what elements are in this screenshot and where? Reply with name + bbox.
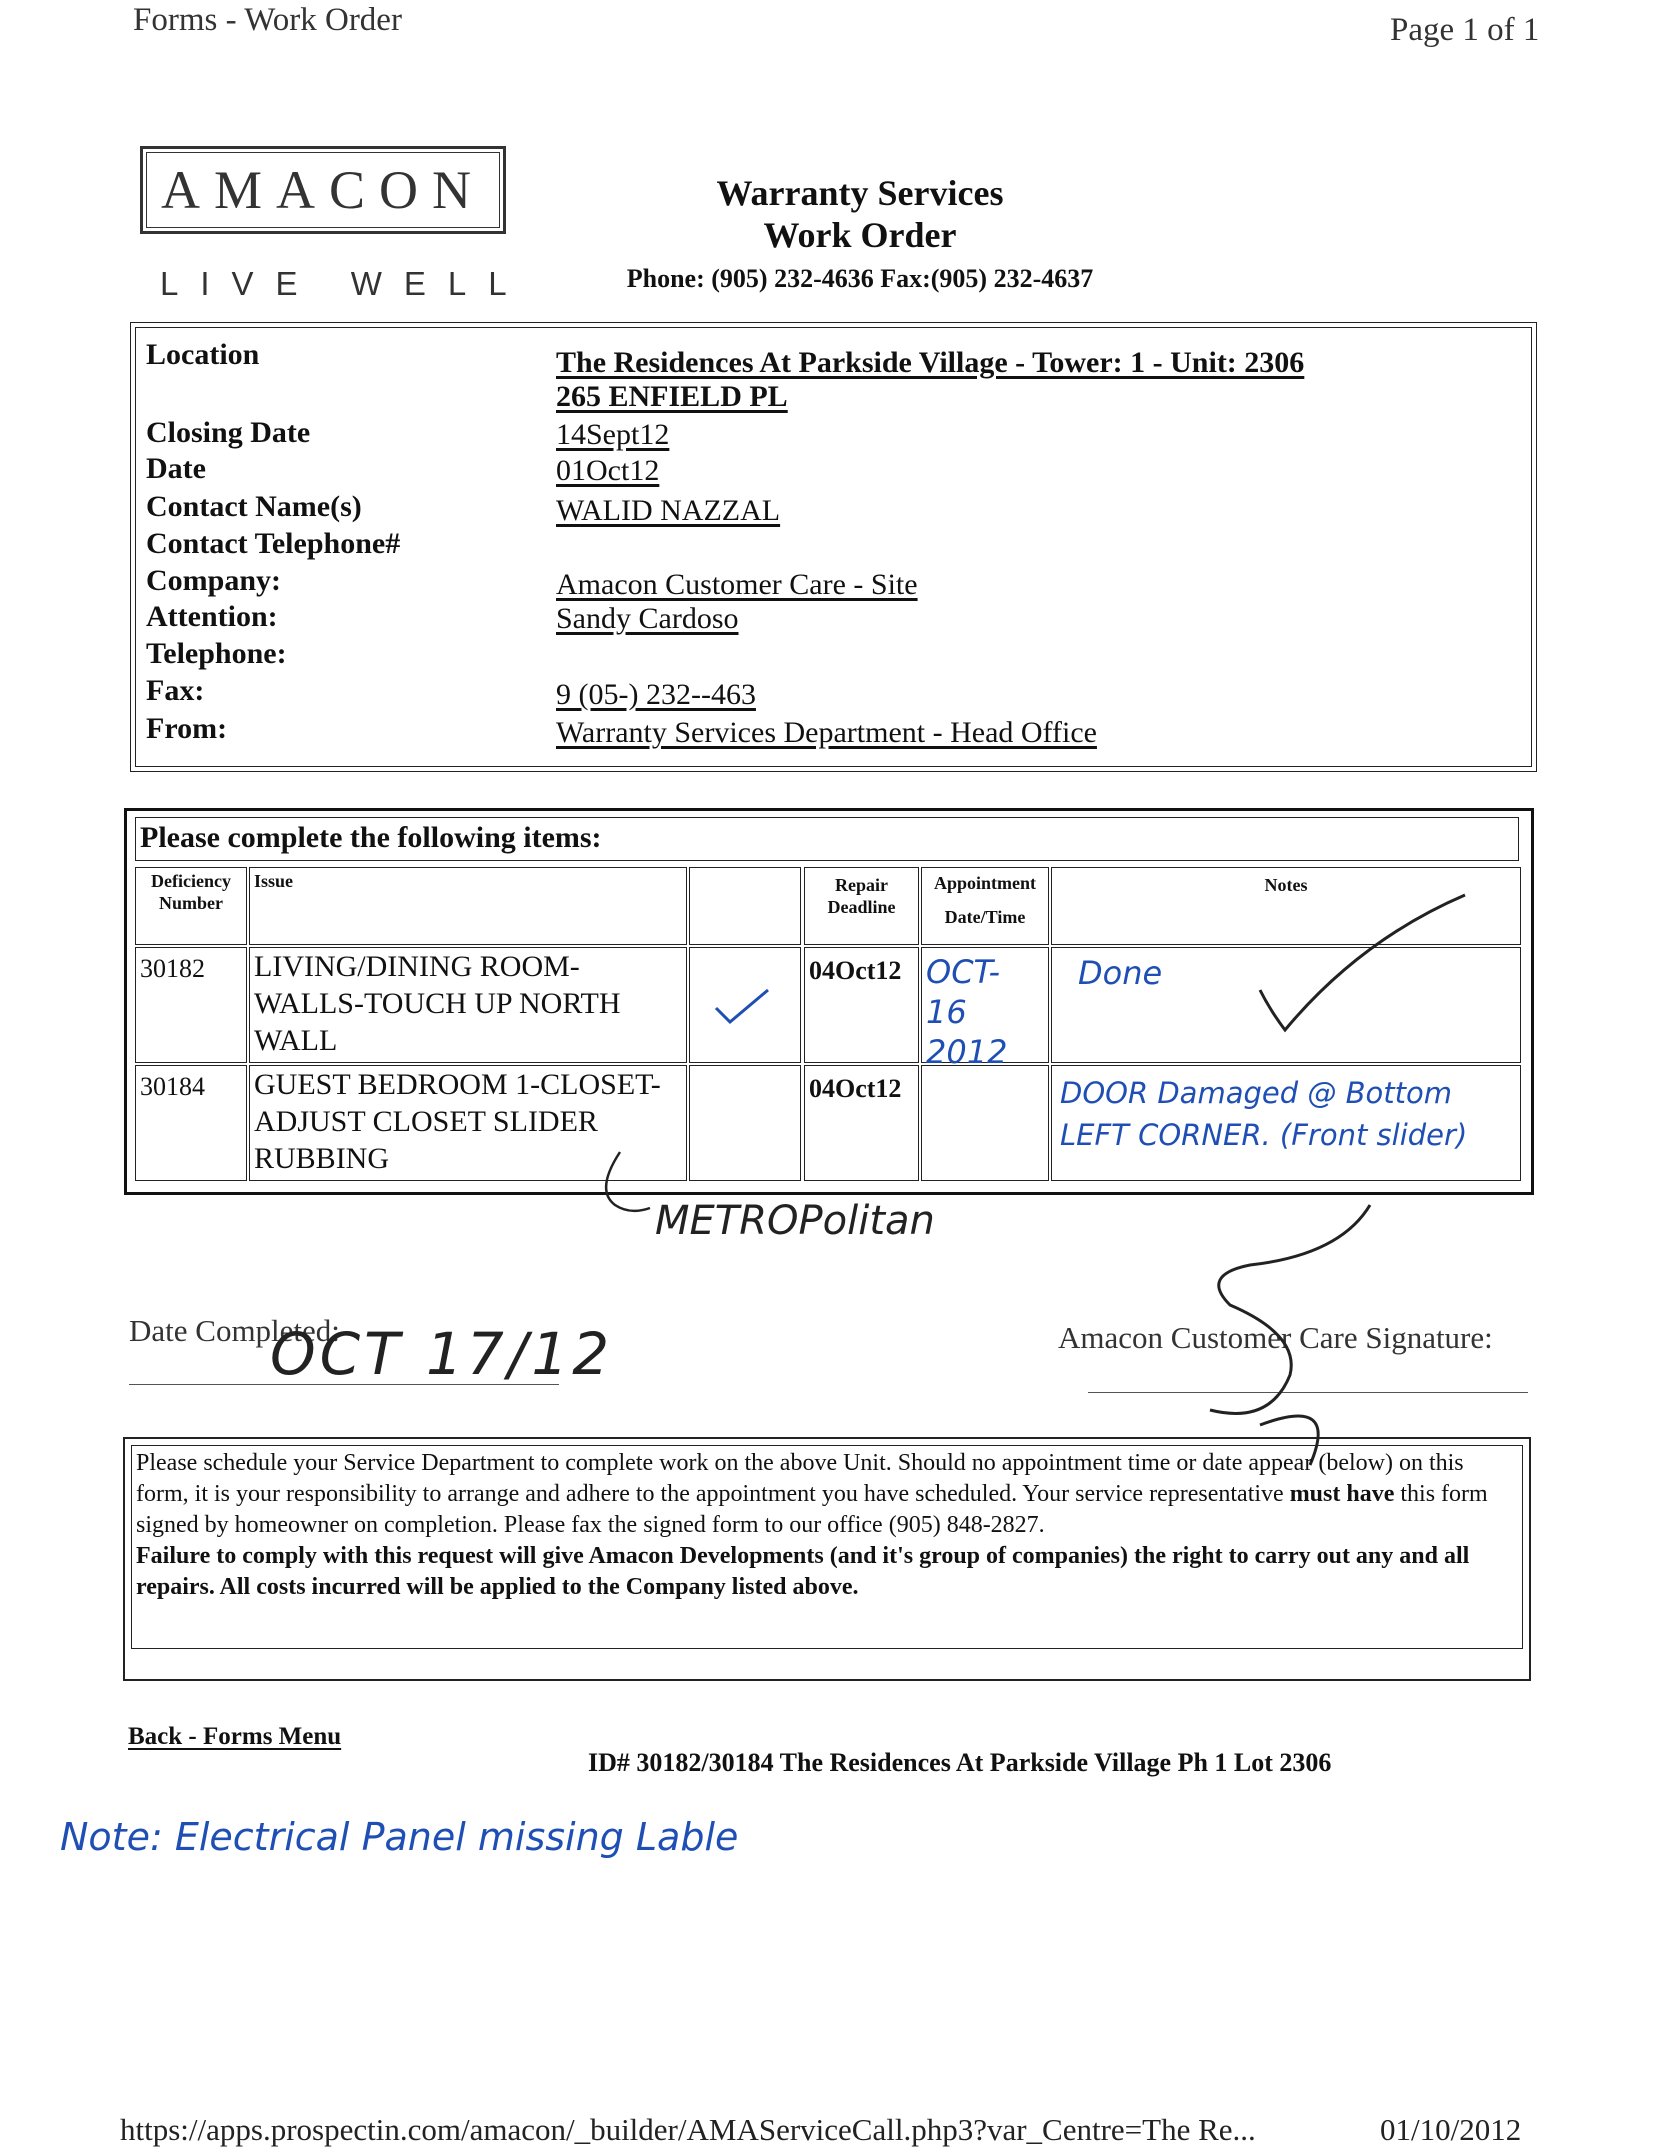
row-2-check bbox=[689, 1065, 801, 1181]
signature-scribble bbox=[1190, 1195, 1400, 1475]
address-value: 265 ENFIELD PL bbox=[556, 380, 788, 413]
contact-names-label: Contact Name(s) bbox=[146, 490, 362, 523]
page-number: Page 1 of 1 bbox=[1390, 12, 1540, 48]
date-completed-handwriting: OCT 17/12 bbox=[270, 1320, 614, 1388]
contact-telephone-label: Contact Telephone# bbox=[146, 527, 401, 560]
notice-text-2: this form signed by homeowner on completion. Please fax the signed form to our office (905) 848-2827. bbox=[136, 1481, 1488, 1538]
date-label: Date bbox=[146, 452, 206, 485]
notice-box bbox=[123, 1437, 1531, 1681]
row-1-appointment-handwriting: OCT-16 2012 bbox=[926, 953, 1008, 1071]
company-value: Amacon Customer Care - Site bbox=[556, 568, 918, 601]
contact-names-value: WALID NAZZAL bbox=[556, 494, 781, 527]
notice-text-1: Please schedule your Service Department to complete work on the above Unit. Should no appointment time or date appear (below) on this form, it is your responsibility to arrange and adhere to the appointment you have scheduled. Your service representative bbox=[136, 1450, 1464, 1507]
title-line-2: Work Order bbox=[763, 215, 957, 255]
row-1-deadline: 04Oct12 bbox=[804, 947, 919, 1063]
row-1-check bbox=[689, 947, 801, 1063]
column-header-repair-deadline: Repair Deadline bbox=[804, 867, 919, 945]
column-header-notes: Notes bbox=[1051, 867, 1521, 945]
title-block bbox=[520, 172, 1200, 294]
location-value: The Residences At Parkside Village - Tower: 1 - Unit: 2306 bbox=[556, 346, 1305, 379]
notice-warning: Failure to comply with this request will give Amacon Developments (and it's group of companies) the right to carry out any and all repairs. All costs incurred will be applied to the Company listed above. bbox=[136, 1543, 1470, 1600]
attention-label: Attention: bbox=[146, 600, 278, 633]
back-forms-menu-link[interactable]: Back - Forms Menu bbox=[128, 1723, 342, 1750]
attention-value: Sandy Cardoso bbox=[556, 602, 739, 635]
company-label: Company: bbox=[146, 564, 282, 597]
column-header-appointment: Appointment Date/Time bbox=[921, 867, 1049, 945]
location-label: Location bbox=[146, 338, 260, 371]
row-1-appointment bbox=[921, 947, 1049, 1071]
header-title: Forms - Work Order bbox=[133, 2, 402, 38]
row-2-deadline: 04Oct12 bbox=[804, 1065, 919, 1181]
column-header-issue: Issue bbox=[249, 867, 687, 945]
row-1-notes-handwriting: Done bbox=[1078, 954, 1163, 992]
info-box bbox=[130, 322, 1537, 772]
large-check-mark-icon bbox=[1240, 880, 1480, 1050]
fax-value: 9 (05-) 232--463 bbox=[556, 678, 756, 711]
handwritten-note: Note: Electrical Panel missing Lable bbox=[60, 1815, 739, 1859]
footer-url: https://apps.prospectin.com/amacon/_builder/AMAServiceCall.php3?var_Centre=The Re... bbox=[120, 2112, 1256, 2147]
telephone-label: Telephone: bbox=[146, 637, 287, 670]
title-line-1: Warranty Services bbox=[716, 173, 1004, 213]
column-header-deficiency: Deficiency Number bbox=[135, 867, 247, 945]
notice-must-have: must have bbox=[1289, 1481, 1395, 1507]
date-completed-label: Date Completed: bbox=[129, 1313, 340, 1348]
row-2-notes bbox=[1051, 1065, 1521, 1181]
closing-date-value: 14Sept12 bbox=[556, 418, 670, 451]
footer-date: 01/10/2012 bbox=[1380, 2112, 1522, 2147]
row-1-issue: LIVING/DINING ROOM-WALLS-TOUCH UP NORTH WALL bbox=[249, 947, 687, 1063]
row-1-number: 30182 bbox=[135, 947, 247, 1063]
from-value: Warranty Services Department - Head Office bbox=[556, 716, 1097, 749]
date-value: 01Oct12 bbox=[556, 454, 660, 487]
column-header-check bbox=[689, 867, 801, 945]
fax-label: Fax: bbox=[146, 674, 205, 707]
date-completed-line bbox=[129, 1384, 559, 1385]
amacon-logo bbox=[140, 146, 506, 234]
row-2-appointment bbox=[921, 1065, 1049, 1181]
from-label: From: bbox=[146, 712, 228, 745]
signature-label: Amacon Customer Care Signature: bbox=[1058, 1320, 1493, 1355]
phone-fax: Phone: (905) 232-4636 Fax:(905) 232-4637 bbox=[626, 264, 1094, 293]
row-2-number: 30184 bbox=[135, 1065, 247, 1181]
handwritten-company: METROPolitan bbox=[655, 1198, 935, 1244]
items-heading: Please complete the following items: bbox=[135, 817, 1519, 861]
closing-date-label: Closing Date bbox=[146, 416, 311, 449]
row-2-notes-handwriting: DOOR Damaged @ Bottom LEFT CORNER. (Front slider) bbox=[1060, 1076, 1468, 1152]
row-2-issue: GUEST BEDROOM 1-CLOSET-ADJUST CLOSET SLIDER RUBBING bbox=[249, 1065, 687, 1181]
logo-tagline: LIVE WELL bbox=[160, 265, 529, 302]
id-line: ID# 30182/30184 The Residences At Parkside Village Ph 1 Lot 2306 bbox=[588, 1748, 1332, 1777]
handwritten-arrow-icon bbox=[590, 1150, 670, 1230]
logo-wordmark: AMACON bbox=[146, 152, 500, 228]
check-mark-icon bbox=[690, 948, 802, 1064]
